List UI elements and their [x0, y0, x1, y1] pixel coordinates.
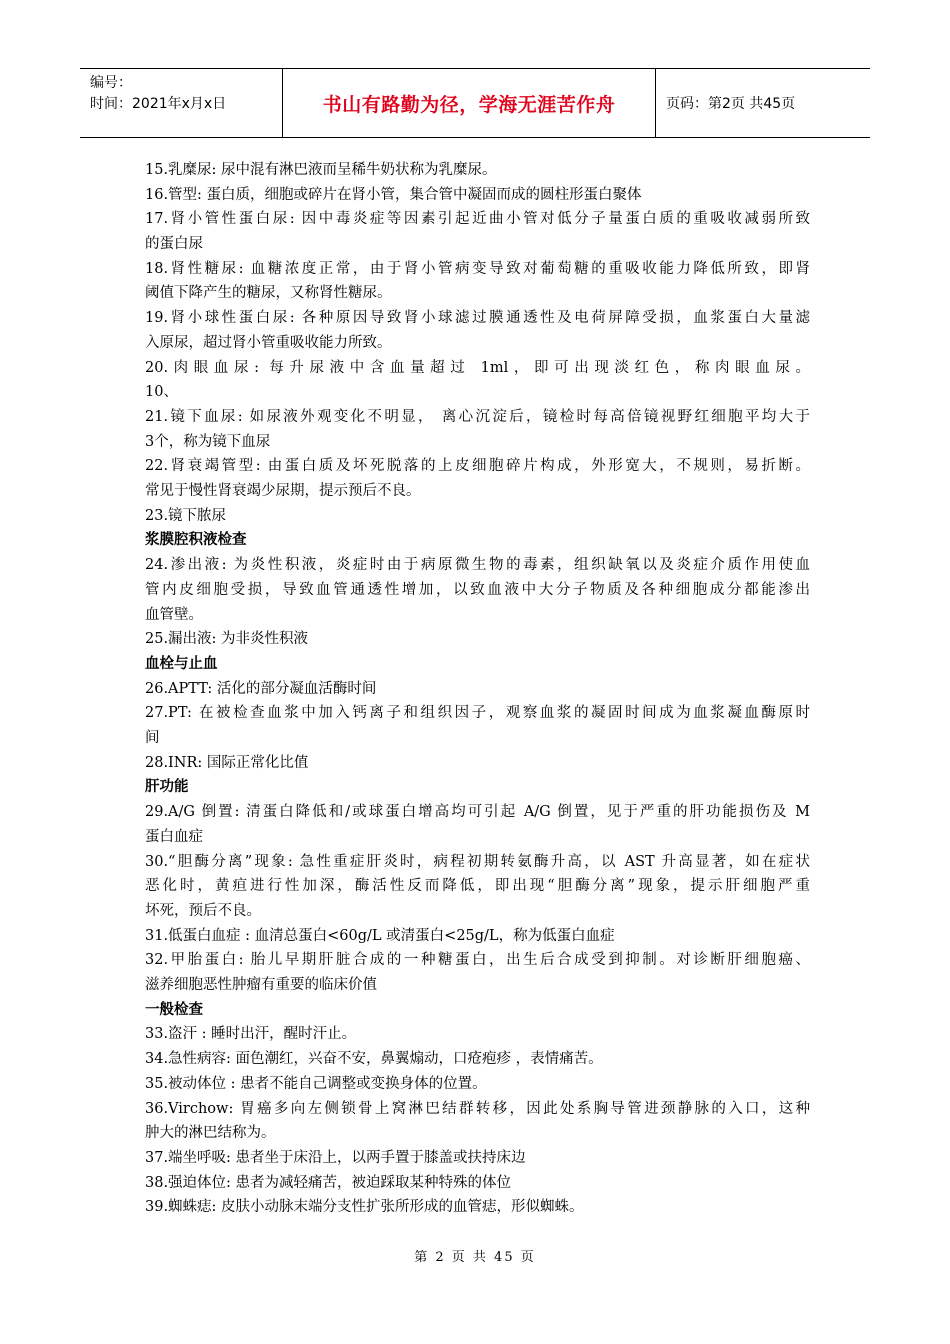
text-line: 常见于慢性肾衰竭少尿期，提示预后不良。 [145, 483, 421, 500]
text-line: 10、 [145, 384, 178, 401]
motto: 书山有路勤为径，学海无涯苦作舟 [322, 93, 616, 116]
header-motto-cell [283, 69, 656, 137]
text-line: 肿大的淋巴结称为。 [145, 1125, 276, 1142]
text-line: 23.镜下脓尿 [145, 507, 227, 524]
date-label: 时间：2021年x月x日 [90, 96, 227, 112]
number-label: 编号： [90, 75, 132, 91]
text-line: 34.急性病容: 面色潮红，兴奋不安，鼻翼煽动，口疮疱疹 ，表情痛苦。 [145, 1051, 603, 1068]
document-header [80, 68, 870, 138]
text-line: 蛋白血症 [145, 828, 203, 845]
section-heading: 血栓与止血 [145, 655, 218, 672]
text-line: 26.APTT: 活化的部分凝血活酶时间 [145, 680, 377, 697]
text-line: 阈值下降产生的糖尿，又称肾性糖尿。 [145, 285, 392, 302]
text-line: 35.被动体位 : 患者不能自己调整或变换身体的位置。 [145, 1075, 487, 1092]
text-line: 15.乳糜尿: 尿中混有淋巴液而呈稀牛奶状称为乳糜尿。 [145, 162, 497, 178]
text-line: 37.端坐呼吸: 患者坐于床沿上，以两手置于膝盖或扶持床边 [145, 1149, 526, 1166]
text-line: 28.INR: 国际正常化比值 [145, 754, 309, 771]
section-heading: 肝功能 [145, 779, 189, 796]
text-line: 27.PT: 在被检查血浆中加入钙离子和组织因子，观察血浆的凝固时间成为血浆凝血酶原时 [145, 705, 810, 722]
text-line: 滋养细胞恶性肿瘤有重要的临床价值 [145, 977, 377, 993]
text-line: 25.漏出液: 为非炎性积液 [145, 631, 309, 648]
text-line: 32.甲胎蛋白: 胎儿早期肝脏合成的一种糖蛋白，出生后合成受到抑制。对诊断肝细胞癌、 [145, 952, 810, 969]
text-line: 坏死，预后不良。 [145, 902, 261, 919]
text-line: 间 [145, 730, 160, 747]
text-line: 19.肾小球性蛋白尿: 各种原因导致肾小球滤过膜通透性及电荷屏障受损，血浆蛋白大量滤 [145, 310, 810, 327]
text-line: 18.肾性糖尿: 血糖浓度正常，由于肾小管病变导致对葡萄糖的重吸收能力降低所致，即肾 [145, 260, 810, 277]
page-label: 页码：第2页 共45页 [666, 96, 796, 112]
header-page-cell [656, 69, 870, 137]
section-heading: 浆膜腔积液检查 [145, 532, 247, 549]
text-line: 29.A/G 倒置: 清蛋白降低和/或球蛋白增高均可引起 A/G 倒置，见于严重的肝功能损伤及 M [145, 804, 810, 821]
text-line: 31.低蛋白血症 : 血清总蛋白<60g/L 或清蛋白<25g/L，称为低蛋白血症 [145, 927, 615, 944]
text-line: 38.强迫体位: 患者为减轻痛苦，被迫踩取某种特殊的体位 [145, 1174, 512, 1191]
text-line: 血管壁。 [145, 606, 203, 623]
section-heading: 一般检查 [145, 1001, 203, 1018]
text-line: 20.肉眼血尿: 每升尿液中含血量超过 1ml，即可出现淡红色，称肉眼血尿。 [145, 359, 810, 376]
text-line: 入原尿，超过肾小管重吸收能力所致。 [145, 334, 392, 351]
text-line: 33.盗汗 : 睡时出汗，醒时汗止。 [145, 1026, 357, 1043]
text-line: 30.“胆酶分离”现象: 急性重症肝炎时，病程初期转氨酶升高，以 AST 升高显著，如在症状 [145, 853, 810, 870]
text-line: 16.管型: 蛋白质，细胞或碎片在肾小管，集合管中凝固而成的圆柱形蛋白聚体 [145, 186, 642, 203]
text-line: 39.蜘蛛痣: 皮肤小动脉末端分支性扩张所形成的血管痣，形似蜘蛛。 [145, 1199, 584, 1216]
header-meta [80, 69, 283, 137]
text-line: 管内皮细胞受损，导致血管通透性增加，以致血液中大分子物质及各种细胞成分都能渗出 [145, 581, 810, 598]
text-line: 3个，称为镜下血尿 [145, 433, 271, 450]
text-line: 17.肾小管性蛋白尿: 因中毒炎症等因素引起近曲小管对低分子量蛋白质的重吸收减弱所致 [145, 211, 810, 228]
text-line: 22.肾衰竭管型: 由蛋白质及坏死脱落的上皮细胞碎片构成，外形宽大，不规则，易折断。 [145, 458, 810, 475]
document-body [145, 158, 810, 1220]
page-footer: 第 2 页 共 45 页 [414, 1250, 536, 1265]
text-line: 36.Virchow: 胃癌多向左侧锁骨上窝淋巴结群转移，因此处系胸导管进颈静脉的入口，这种 [145, 1100, 810, 1117]
text-line: 21.镜下血尿: 如尿液外观变化不明显， 离心沉淀后，镜检时每高倍镜视野红细胞平均大于 [145, 408, 810, 425]
text-line: 24.渗出液: 为炎性积液，炎症时由于病原微生物的毒素，组织缺氧以及炎症介质作用使血 [145, 557, 810, 574]
text-line: 的蛋白尿 [145, 236, 203, 253]
text-line: 恶化时，黄疸进行性加深，酶活性反而降低，即出现“胆酶分离”现象，提示肝细胞严重 [145, 878, 810, 895]
